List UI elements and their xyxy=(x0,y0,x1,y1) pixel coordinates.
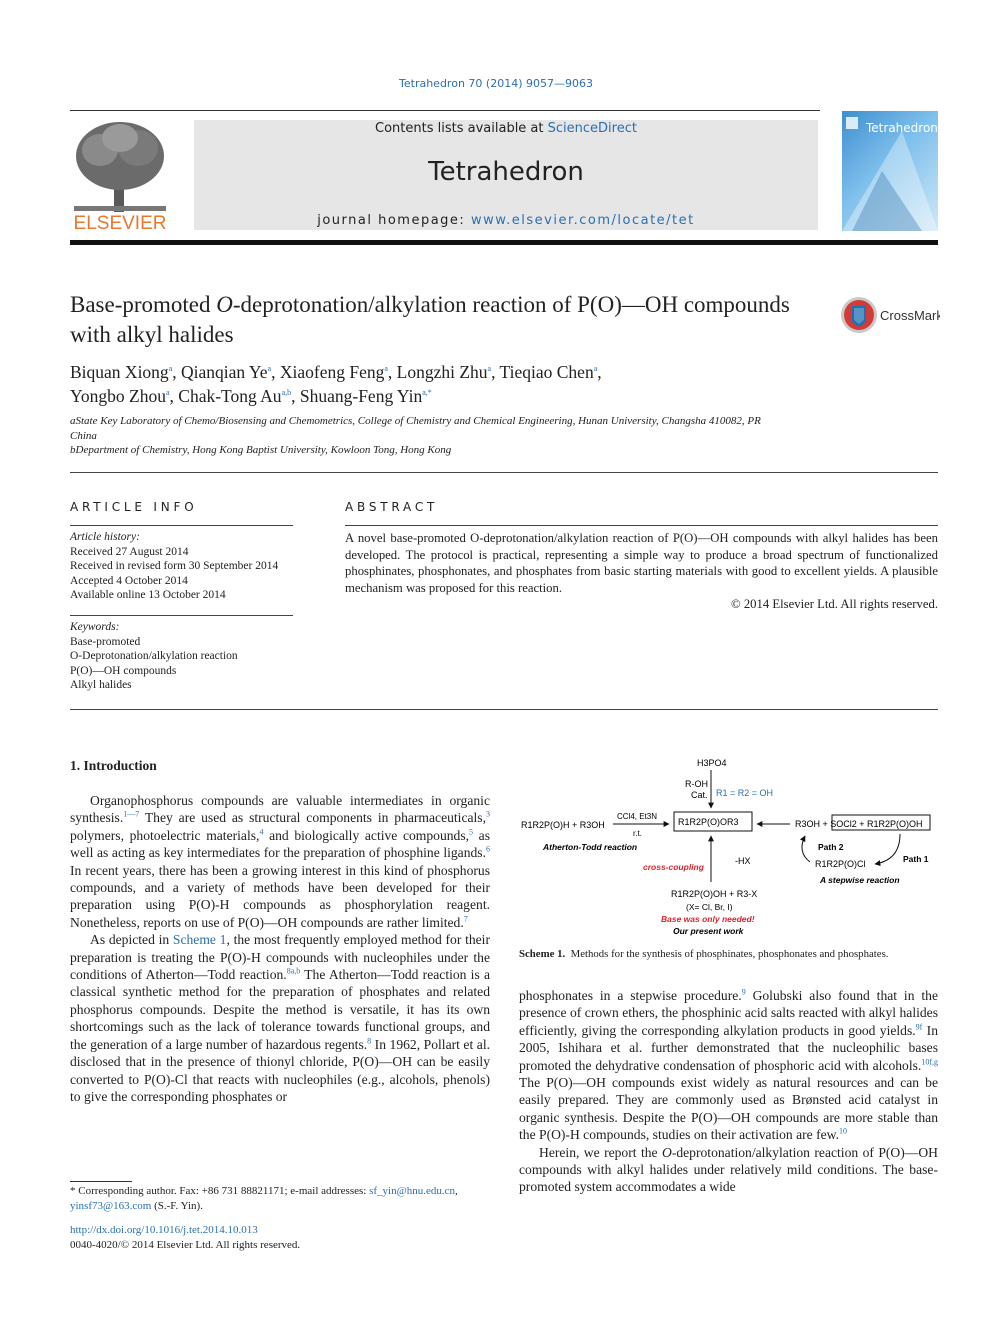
section-rule-2 xyxy=(70,709,938,710)
abstract-copyright: © 2014 Elsevier Ltd. All rights reserved. xyxy=(731,597,938,611)
contents-prefix: Contents lists available at xyxy=(375,121,548,136)
introduction-heading: 1. Introduction xyxy=(70,758,157,773)
scheme-1-figure xyxy=(515,752,940,942)
author[interactable]: Biquan Xiong$^a$ xyxy=(70,362,173,382)
keyword: P(O)—OH compounds xyxy=(70,664,177,677)
article-history xyxy=(70,530,295,603)
author[interactable]: Yongbo Zhou$^a$ xyxy=(70,386,170,406)
affiliations xyxy=(70,414,770,458)
scheme-intermediate: R1R2P(O)Cl xyxy=(815,859,866,869)
scheme-stepwise: A stepwise reaction xyxy=(820,875,900,885)
author[interactable]: Xiaofeng Feng$^a$ xyxy=(279,362,388,382)
left-column-text: Organophosphorus compounds are valuable intermediates in organic synthesis.$^{1—7}$ They are used as structural components in pharmaceuticals,$^3$ polymers, photoelectric materials,$^4$ and biologically active compounds,$^5$ as well as acting as key intermediates for the preparation of phosphine ligands.$^6$ In recent years, there has been a growing interest in this kind of phosphorus compounds, and a variety of methods have been developed for their preparation using P(O)-H compounds as phosphorylation reagent. Nonetheless, reports on use of P(O)—OH compounds are rather limited.$^7$ As depicted in Scheme 1, the most frequently employed method for their preparation is treating the P(O)-H compounds with nucleophiles under the conditions of Atherton—Todd reaction.$^{8a,b}$ The Atherton—Todd reaction is a classical synthetic method for the preparation of phosphates and related phosphorus compounds. Despite the method is versatile, it has its own shortcomings such as the lack of tolerance towards functional groups, and the generation of a large number of hazardous regents.$^8$ In 1962, Pollart et al. disclosed that in the presence of thionyl chloride, P(O)—OH can be easily converted to P(O)-Cl that reacts with nucleophiles (e.g., alcohols, phenols) to give the corresponding phosphates or xyxy=(70,793,490,1104)
keywords-label: Keywords: xyxy=(70,621,120,633)
keyword: Base-promoted xyxy=(70,635,141,648)
scheme-path1: Path 1 xyxy=(903,854,929,864)
journal-homepage xyxy=(194,213,818,228)
scheme-right-reactants: R3OH + SOCl2 + R1R2P(O)OH xyxy=(795,819,923,829)
history-accepted: Accepted 4 October 2014 xyxy=(70,574,188,587)
section-rule xyxy=(70,472,938,473)
history-revised: Received in revised form 30 September 2014 xyxy=(70,560,279,572)
scheme-bottom-reactants: R1R2P(O)OH + R3-X xyxy=(671,889,758,899)
journal-cover-image[interactable] xyxy=(842,111,938,231)
keywords xyxy=(70,620,295,693)
scheme-roh: R-OH xyxy=(685,779,708,789)
history-label: Article history: xyxy=(70,531,140,543)
author[interactable]: Chak-Tong Au$^{a,b}$ xyxy=(178,386,292,406)
scheme-left-reactants: R1R2P(O)H + R3OH xyxy=(521,820,605,830)
email-link-1[interactable]: sf_yin@hnu.edu.cn xyxy=(369,1185,455,1197)
journal-reference[interactable]: Tetrahedron 70 (2014) 9057—9063 xyxy=(399,77,593,90)
affiliation-b: bDepartment of Chemistry, Hong Kong Baptist University, Kowloon Tong, Hong Kong xyxy=(70,444,452,456)
affiliation-a: aState Key Laboratory of Chemo/Biosensing and Chemometrics, College of Chemistry and Chemical Engineering, Hunan University, Changsha 410082, PR China xyxy=(70,415,761,442)
issn-line: 0040-4020/© 2014 Elsevier Ltd. All rights reserved. xyxy=(70,1239,301,1251)
article-title: Base-promoted O-deprotonation/alkylation reaction of P(O)—OH compounds with alkyl halides xyxy=(70,292,790,347)
author[interactable]: Shuang-Feng Yin$^{a,*}$ xyxy=(299,386,432,406)
doi-link[interactable]: http://dx.doi.org/10.1016/j.tet.2014.10.013 xyxy=(70,1224,258,1236)
corresponding-author-note: * Corresponding author. Fax: +86 731 88821171; e-mail addresses: sf_yin@hnu.edu.cn, yinsf73@163.com (S.-F. Yin). xyxy=(70,1185,458,1212)
scheme-cat: Cat. xyxy=(691,790,708,800)
scheme-base-note: Base was only needed! xyxy=(661,914,755,924)
right-column-text: phosphonates in a stepwise procedure.$^9$ Golubski also found that in the presence of crown ethers, the phosphinic acid salts reacted with alkyl halides efficiently, giving the corresponding alkylation products in good yields.$^{9f}$ In 2005, Ishihara et al. further demonstrated that the nucleophilic bases promoted the dehydrative condensation of phosphoric acid with alcohols.$^{10f,g}$ The P(O)—OH compounds exist widely as natural resources and can be easily prepared. They are commonly used as Brønsted acid catalyst in organic synthesis. Despite the P(O)—OH compounds are more stable than the P(O)-H compounds, studies on their activation are few.$^{10}$ Herein, we report the O-deprotonation/alkylation reaction of P(O)—OH compounds with alkyl halides under relatively mild conditions. The base-promoted system accommodates a wide xyxy=(519,987,938,1195)
history-received: Received 27 August 2014 xyxy=(70,545,189,558)
keyword: O-Deprotonation/alkylation reaction xyxy=(70,650,238,662)
scheme-r-eq: R1 = R2 = OH xyxy=(716,788,774,798)
scheme-center-product: R1R2P(O)OR3 xyxy=(678,817,739,827)
homepage-link[interactable]: www.elsevier.com/locate/tet xyxy=(470,213,695,228)
article-info-heading: ARTICLE INFO xyxy=(70,500,198,514)
scheme-our-work: Our present work xyxy=(673,926,744,936)
author[interactable]: Tieqiao Chen$^a$ xyxy=(499,362,598,382)
publisher-name: ELSEVIER xyxy=(73,213,167,234)
crossmark-badge[interactable] xyxy=(840,296,940,341)
sciencedirect-link[interactable]: ScienceDirect xyxy=(547,121,637,136)
caption-label: Scheme 1. xyxy=(519,948,566,960)
scheme-ccl4: CCl4, Et3N xyxy=(617,812,658,821)
header-rule xyxy=(70,110,820,111)
scheme-caption xyxy=(519,948,939,960)
contents-line xyxy=(194,121,818,136)
footnote-rule xyxy=(70,1181,132,1182)
scheme-hx: -HX xyxy=(735,856,751,866)
keywords-rule xyxy=(70,615,293,616)
scheme-atherton-label: Atherton-Todd reaction xyxy=(543,842,638,852)
article-info-rule xyxy=(70,525,293,526)
scheme-rt: r.t. xyxy=(633,829,642,838)
abstract-heading: ABSTRACT xyxy=(345,500,439,514)
keyword: Alkyl halides xyxy=(70,679,132,691)
abstract-rule xyxy=(345,525,938,526)
author-list: Biquan Xiong$^a$, Qianqian Ye$^a$, Xiaofeng Feng$^a$, Longzhi Zhu$^a$, Tieqiao Chen$^a$, Yongbo Zhou$^a$, Chak-Tong Au$^{a,b}$, Shuang-Feng Yin$^{a,*}$ xyxy=(70,362,602,406)
header-thick-rule xyxy=(70,240,938,245)
scheme-x-def: (X= Cl, Br, I) xyxy=(686,902,733,912)
scheme-h3po4: H3PO4 xyxy=(697,758,727,768)
scheme-cross-coupling: cross-coupling xyxy=(643,862,704,872)
elsevier-logo xyxy=(70,118,170,234)
caption-text: Methods for the synthesis of phosphinates, phosphonates and phosphates. xyxy=(570,948,889,960)
abstract-text: A novel base-promoted O-deprotonation/alkylation reaction of P(O)—OH compounds with alkyl halides has been developed. The protocol is practical, representing a simple way to produce a broad spectrum of functionalized phosphinates, phosphonates, and phosphates from basic starting materials with good to excellent yields. A plausible mechanism was proposed for this reaction. © 2014 Elsevier Ltd. All rights reserved. xyxy=(345,531,938,611)
scheme-arrow-path2 xyxy=(802,836,810,862)
homepage-prefix: journal homepage: xyxy=(317,213,471,228)
journal-title: Tetrahedron xyxy=(428,157,584,187)
author[interactable]: Qianqian Ye$^a$ xyxy=(181,362,272,382)
scheme-arrow-path1 xyxy=(875,834,900,864)
email-link-2[interactable]: yinsf73@163.com xyxy=(70,1200,152,1212)
scheme-path2: Path 2 xyxy=(818,842,844,852)
author[interactable]: Longzhi Zhu$^a$ xyxy=(396,362,492,382)
crossmark-label: CrossMark xyxy=(880,308,940,323)
history-online: Available online 13 October 2014 xyxy=(70,589,226,601)
doi-block xyxy=(70,1223,300,1253)
cover-title: Tetrahedron xyxy=(866,121,938,135)
